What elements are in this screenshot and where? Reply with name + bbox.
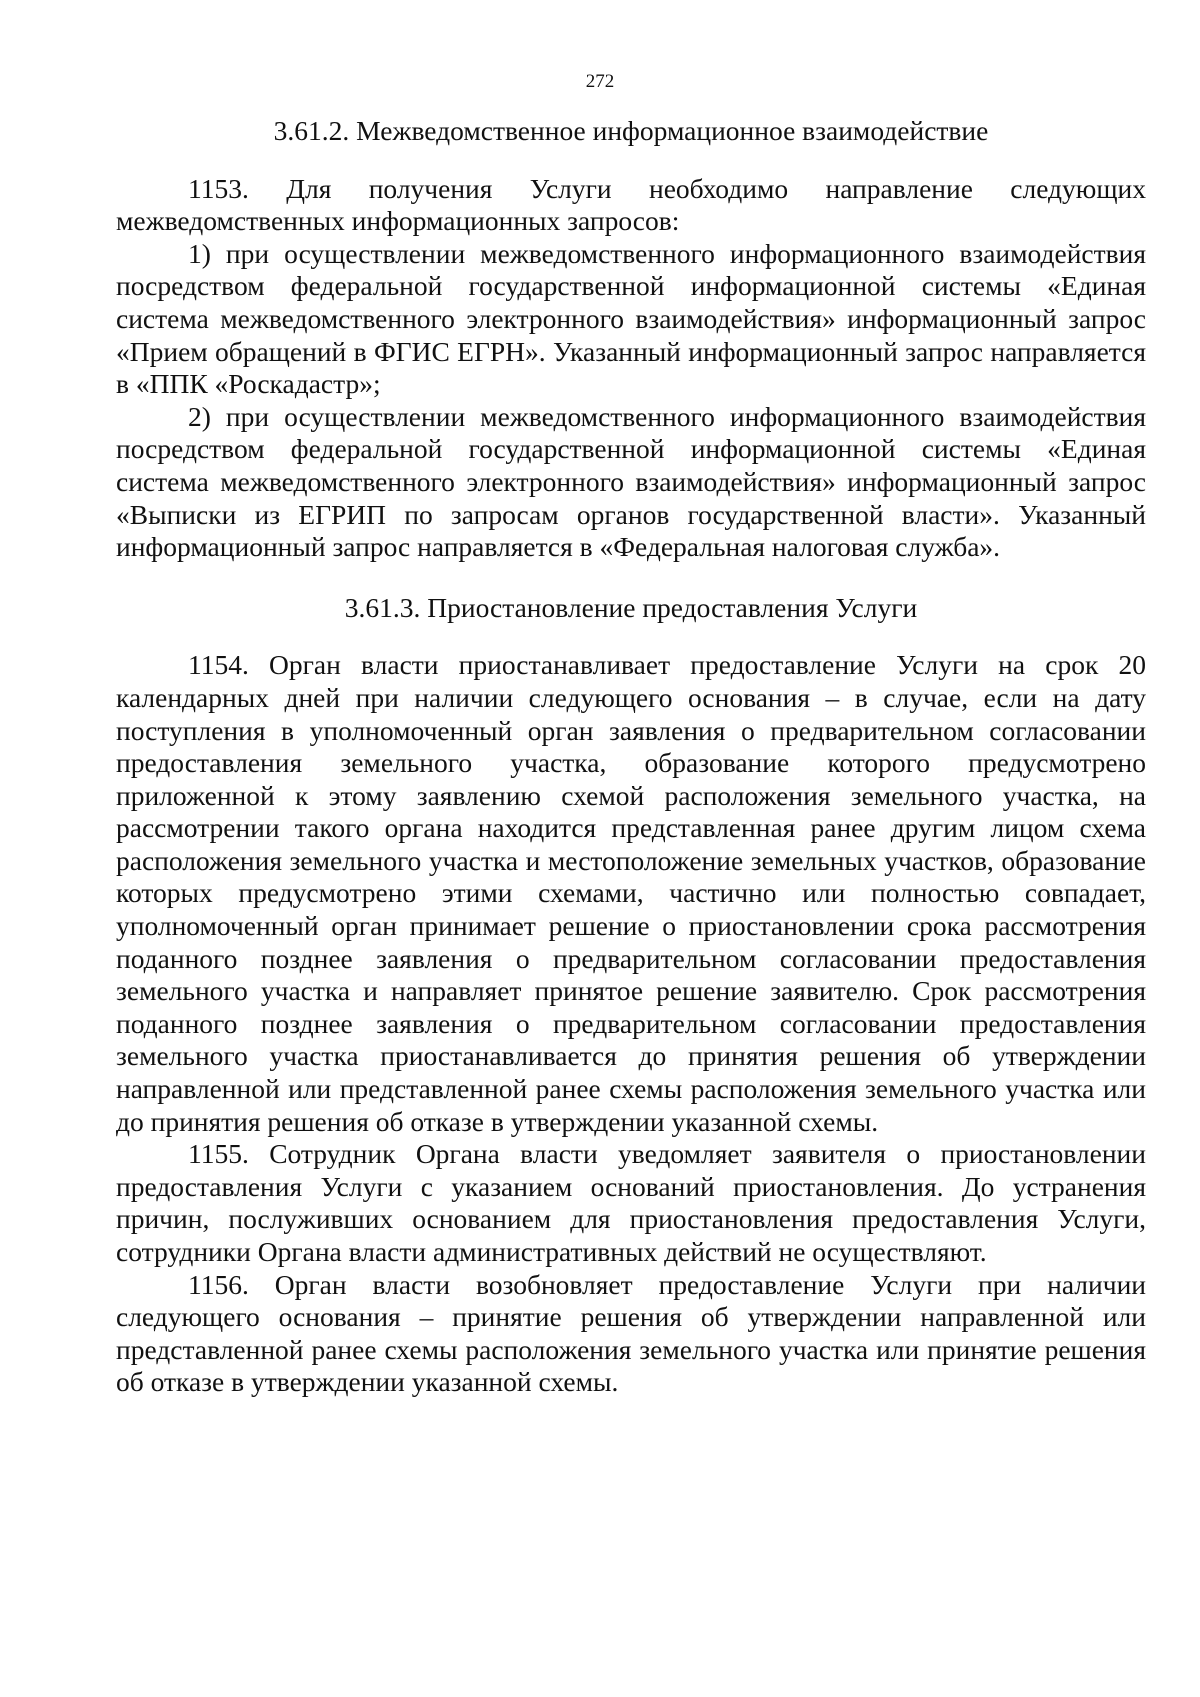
page-number: 272 [585, 71, 615, 92]
paragraph-1155: 1155. Сотрудник Органа власти уведомляет заявителя о приостановлении предоставления Услуги с указанием оснований приостановления. До устранения причин, послуживших основанием для приостановления предоставления Услуги, сотрудники Органа власти административных действий не осуществляют. [116, 1138, 1146, 1267]
section-heading-3-61-2: 3.61.2. Межведомственное информационное взаимодействие [273, 115, 989, 146]
paragraph-1153: 1153. Для получения Услуги необходимо направление следующих межведомственных информационных запросов: [116, 172, 1146, 237]
paragraph-1154: 1154. Орган власти приостанавливает предоставление Услуги на срок 20 календарных дней при наличии следующего основания – в случае, если на дату поступления в уполномоченный орган заявления о предварительном согласовании предоставления земельного участка, образование которого предусмотрено приложенной к этому заявлению схемой расположения земельного участка, на рассмотрении такого органа находится представленная ранее другим лицом схема расположения земельного участка и местоположение земельных участков, образование которых предусмотрено этими схемами, частично или полностью совпадает, уполномоченный орган принимает решение о приостановлении срока рассмотрения поданного позднее заявления о предварительном согласовании предоставления земельного участка и направляет принятое решение заявителю. Срок рассмотрения поданного позднее заявления о предварительном согласовании предоставления земельного участка приостанавливается до принятия решения об утверждении направленной или представленной ранее схемы расположения земельного участка или до принятия решения об отказе в утверждении указанной схемы. [116, 649, 1146, 1137]
section-heading-3-61-3: 3.61.3. Приостановление предоставления Услуги [344, 591, 918, 623]
list-item-1: 1) при осуществлении межведомственного информационного взаимодействия посредством федеральной государственной информационной системы «Единая система межведомственного электронного взаимодействия» информационный запрос «Прием обращений в ФГИС ЕГРН». Указанный информационный запрос направляется в «ППК «Роскадастр»; [116, 237, 1146, 400]
list-item-2: 2) при осуществлении межведомственного информационного взаимодействия посредством федеральной государственной информационной системы «Единая система межведомственного электронного взаимодействия» информационный запрос «Выписки из ЕГРИП по запросам органов государственной власти». Указанный информационный запрос направляется в «Федеральная налоговая служба». [116, 400, 1146, 563]
document-body [116, 115, 1146, 1399]
paragraph-1156: 1156. Орган власти возобновляет предоставление Услуги при наличии следующего основания – принятие решения об утверждении направленной или представленной ранее схемы расположения земельного участка или принятие решения об отказе в утверждении указанной схемы. [116, 1268, 1146, 1398]
